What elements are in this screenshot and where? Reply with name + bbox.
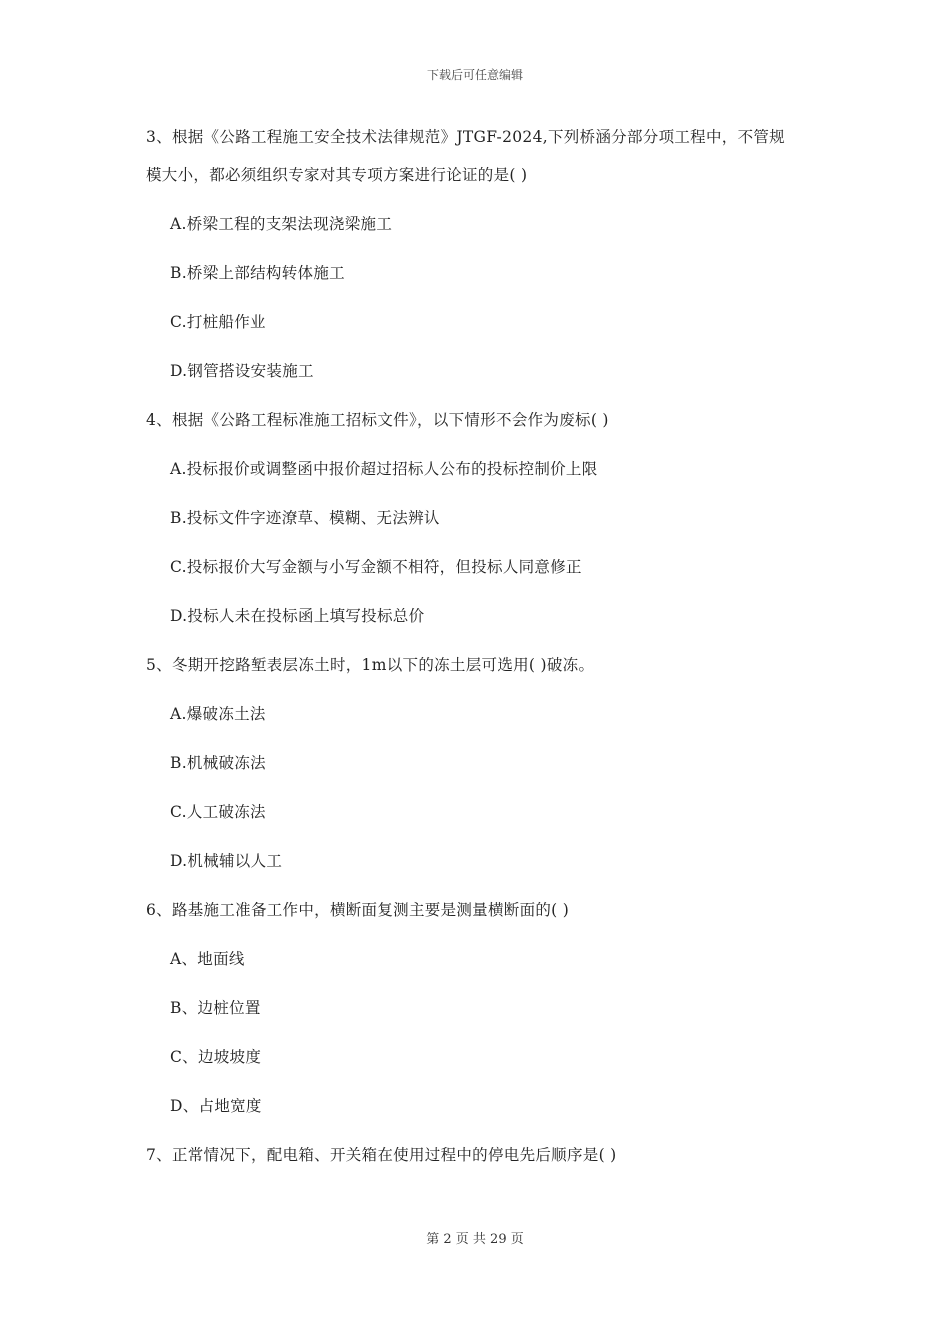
page-number: 第 2 页 共 29 页 — [426, 1232, 524, 1247]
question-stem: 6、路基施工准备工作中，横断面复测主要是测量横断面的( ) — [146, 901, 570, 919]
question-4 — [146, 405, 816, 631]
question-6 — [146, 895, 816, 1121]
option-d: D.机械辅以人工 — [170, 852, 283, 870]
option-c: C.打桩船作业 — [170, 313, 266, 331]
option-d: D、占地宽度 — [170, 1097, 262, 1115]
question-stem: 5、冬期开挖路堑表层冻土时，1m以下的冻土层可选用( )破冻。 — [146, 656, 595, 674]
option-c: C、边坡坡度 — [170, 1048, 262, 1066]
option-a: A.投标报价或调整函中报价超过招标人公布的投标控制价上限 — [170, 460, 598, 478]
header-note: 下载后可任意编辑 — [426, 68, 523, 82]
question-3 — [146, 122, 816, 386]
option-a: A、地面线 — [170, 950, 245, 968]
option-a: A.桥梁工程的支架法现浇梁施工 — [170, 215, 393, 233]
question-stem: 4、根据《公路工程标准施工招标文件》，以下情形不会作为废标( ) — [146, 411, 609, 429]
option-d: D.投标人未在投标函上填写投标总价 — [170, 607, 425, 625]
option-d: D.钢管搭设安装施工 — [170, 362, 314, 380]
option-c: C.投标报价大写金额与小写金额不相符，但投标人同意修正 — [170, 558, 582, 576]
question-stem: 7、正常情况下，配电箱、开关箱在使用过程中的停电先后顺序是( ) — [146, 1146, 617, 1164]
option-b: B、边桩位置 — [170, 999, 261, 1017]
question-7 — [146, 1140, 816, 1170]
question-stem-continued: 模大小，都必须组织专家对其专项方案进行论证的是( ) — [146, 166, 528, 184]
question-list — [146, 122, 816, 1170]
option-b: B.桥梁上部结构转体施工 — [170, 264, 345, 282]
option-a: A.爆破冻土法 — [170, 705, 266, 723]
option-b: B.投标文件字迹潦草、模糊、无法辨认 — [170, 509, 440, 527]
question-stem: 3、根据《公路工程施工安全技术法律规范》JTGF-2024,下列桥涵分部分项工程中，不管规 — [146, 128, 785, 146]
option-c: C.人工破冻法 — [170, 803, 266, 821]
question-5 — [146, 650, 816, 876]
option-b: B.机械破冻法 — [170, 754, 266, 772]
